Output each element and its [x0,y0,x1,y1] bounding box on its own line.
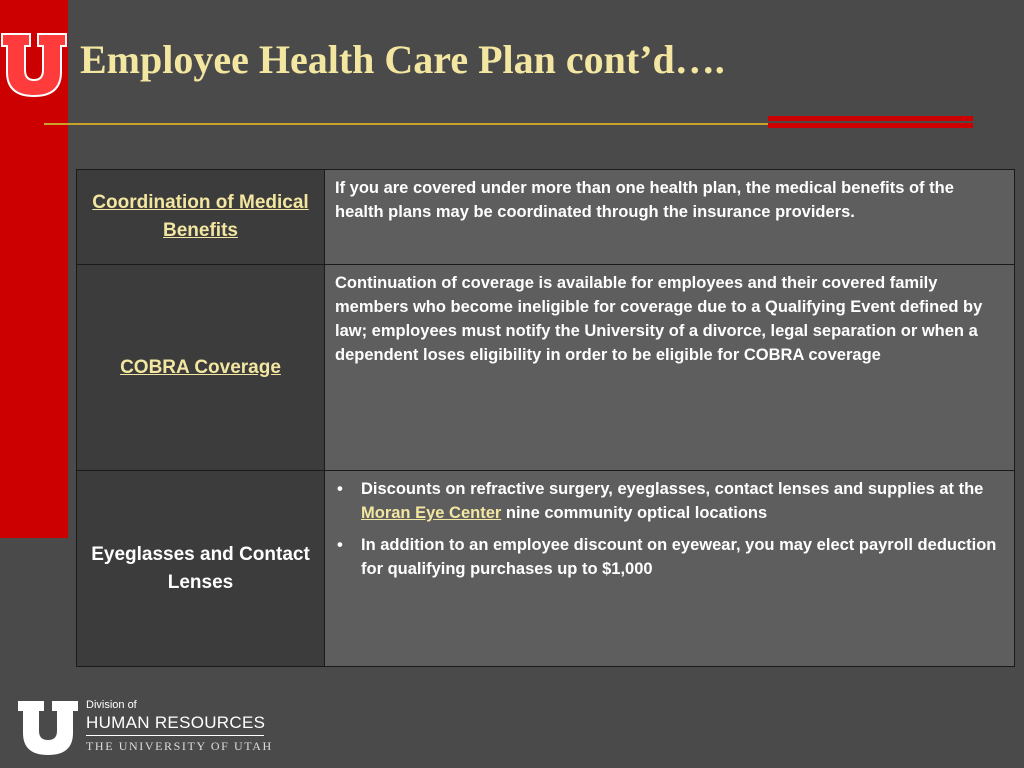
row-label-cell [77,170,325,265]
footer-division-label: Division of [86,699,137,711]
coordination-of-benefits-link[interactable]: Coordination of Medical Benefits [92,192,309,241]
benefits-table [76,169,1015,667]
row-description-cell: If you are covered under more than one health plan, the medical benefits of the health plans may be coordinated through the insurance providers. [325,170,1015,265]
row-label-cell [77,265,325,471]
list-item [335,477,1004,525]
row-description-cell [325,471,1015,667]
bullet-text: In addition to an employee discount on eyewear, you may elect payroll deduction for qualifying purchases up to $1,000 [361,536,997,578]
row-description-cell: Continuation of coverage is available for employees and their covered family members who become ineligible for coverage due to a Qualifying Event defined by law; employees must notify the University of a divorce, legal separation or when a dependent loses eligibility in order to be eligible for COBRA coverage [325,265,1015,471]
title-underline [44,123,770,125]
university-u-logo-icon [0,30,68,98]
table-row [77,170,1015,265]
table-row [77,265,1015,471]
footer-department-name: HUMAN RESOURCES [86,713,266,732]
red-accent-bars [768,116,973,136]
cobra-coverage-link[interactable]: COBRA Coverage [120,356,281,378]
bullet-dot-icon: • [337,480,343,498]
eyewear-bullet-list [335,477,1004,581]
moran-eye-center-link[interactable]: Moran Eye Center [361,504,502,522]
footer-branding [86,699,273,754]
bullet-dot-icon: • [337,536,343,554]
footer-university-u-logo-icon [17,699,79,757]
footer-university-name: THE UNIVERSITY OF UTAH [86,739,273,753]
slide-title: Employee Health Care Plan cont’d…. [80,37,725,82]
row-label-cell: Eyeglasses and Contact Lenses [77,471,325,667]
list-item [335,533,1004,581]
footer-divider [86,735,264,736]
bullet-text: Discounts on refractive surgery, eyeglasses, contact lenses and supplies at the [361,480,984,498]
table-row [77,471,1015,667]
bullet-text: nine community optical locations [501,504,768,522]
